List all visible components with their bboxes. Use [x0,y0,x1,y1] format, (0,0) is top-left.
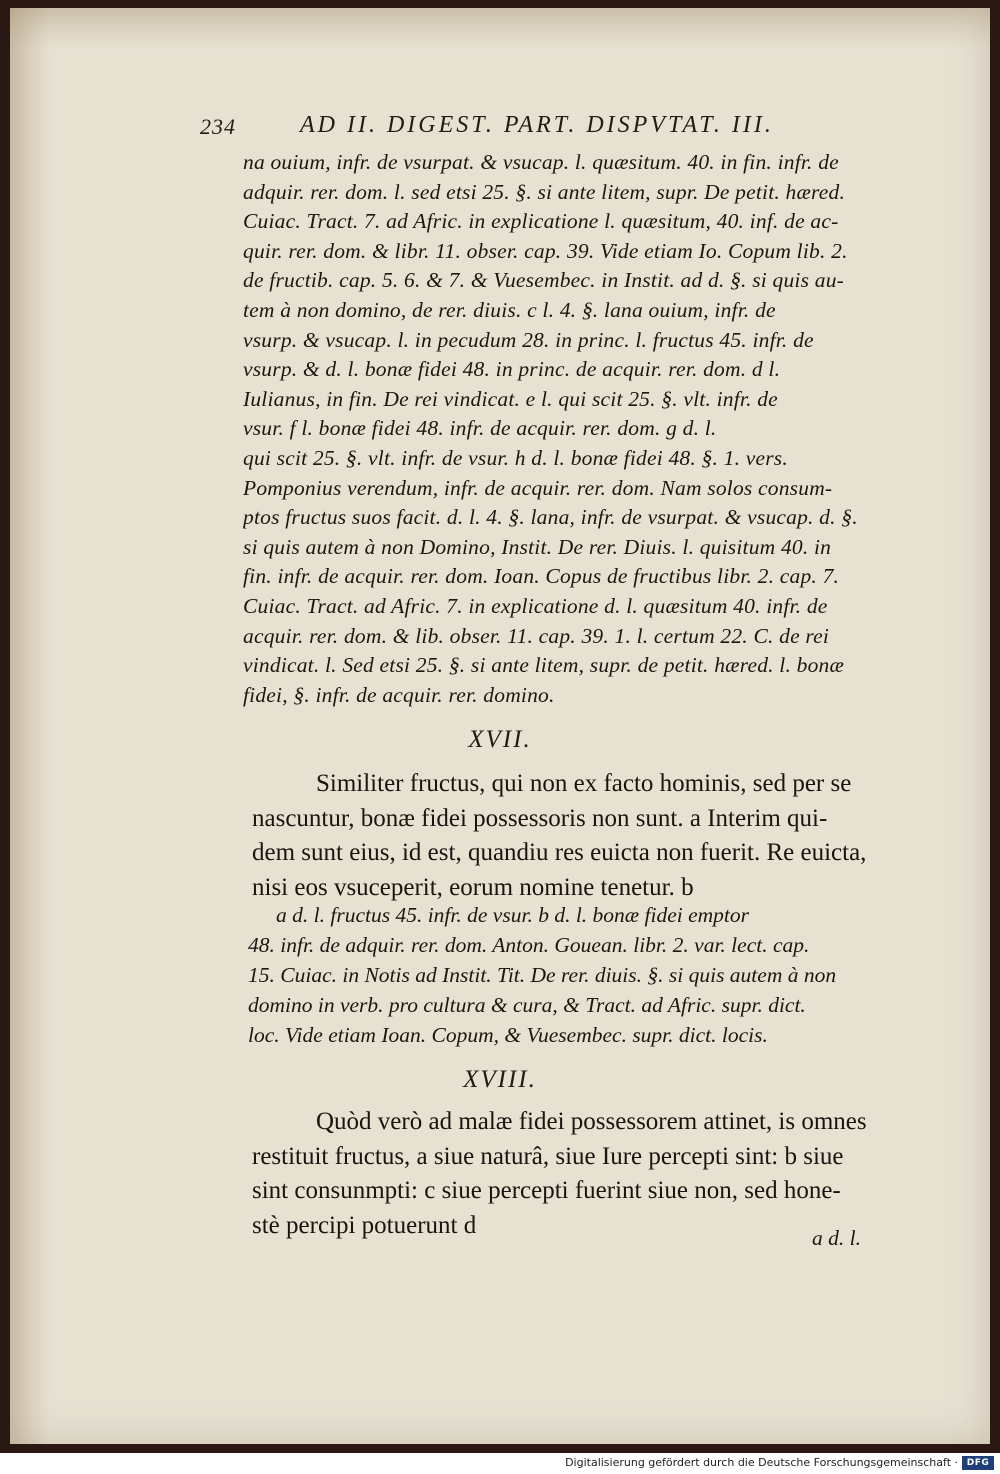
note-line: vindicat. l. Sed etsi 25. §. si ante litem, supr. de petit. hæred. l. bonæ [243,653,845,678]
note-line: Cuiac. Tract. 7. ad Afric. in explicatione l. quæsitum, 40. inf. de ac- [243,209,839,234]
note-line: loc. Vide etiam Ioan. Copum, & Vuesembec. supr. dict. locis. [248,1023,768,1047]
note-line: Cuiac. Tract. ad Afric. 7. in explicatione d. l. quæsitum 40. infr. de [243,593,828,618]
dfg-logo: DFG [962,1456,994,1470]
note-line: a d. l. fructus 45. infr. de vsur. b d. l. bonæ fidei emptor [276,903,749,927]
footer-credit: Digitalisierung gefördert durch die Deutsche Forschungsgemeinschaft · [565,1456,958,1469]
note-line: vsur. f l. bonæ fidei 48. infr. de acquir. rer. dom. g d. l. [243,416,717,441]
note-line: acquir. rer. dom. & lib. obser. 11. cap. 39. 1. l. certum 22. C. de rei [243,623,830,648]
note-line: tem à non domino, de rer. diuis. c l. 4. §. lana ouium, infr. de [243,297,776,322]
running-title: AD II. DIGEST. PART. DISPVTAT. III. [300,112,774,138]
note-line: 48. infr. de adquir. rer. dom. Anton. Gouean. libr. 2. var. lect. cap. [248,933,810,957]
note-line: fidei, §. infr. de acquir. rer. domino. [243,682,555,707]
section-heading-17: XVII. [468,726,532,753]
note-line: Pomponius verendum, infr. de acquir. rer. dom. Nam solos consum- [243,475,833,500]
note-line: qui scit 25. §. vlt. infr. de vsur. h d. l. bonæ fidei 48. §. 1. vers. [243,445,788,470]
body-line: restituit fructus, a siue naturâ, siue Iure percepti sint: b siue [252,1142,844,1170]
note-line: adquir. rer. dom. l. sed etsi 25. §. si ante litem, supr. De petit. hæred. [243,179,846,204]
body-line: dem sunt eius, id est, quandiu res euicta non fuerit. Re euicta, [252,839,867,866]
body-line: stè percipi potuerunt d [252,1211,477,1239]
page-number: 234 [200,114,236,139]
section-18-text [252,1105,932,1243]
note-line: ptos fructus suos facit. d. l. 4. §. lana, infr. de vsurpat. & vsucap. d. §. [243,505,858,530]
page-header [200,112,840,146]
note-line: quir. rer. dom. & libr. 11. obser. cap. 39. Vide etiam Io. Copum lib. 2. [243,238,848,263]
note-line: si quis autem à non Domino, Instit. De rer. Diuis. l. quisitum 40. in [243,534,832,559]
note-line: na ouium, infr. de vsurpat. & vsucap. l. quæsitum. 40. in fin. infr. de [243,150,839,174]
body-line: nascuntur, bonæ fidei possessoris non sunt. a Interim qui- [252,804,828,832]
note-line: fin. infr. de acquir. rer. dom. Ioan. Copus de fructibus libr. 2. cap. 7. [243,564,840,589]
note-line: Iulianus, in fin. De rei vindicat. e l. qui scit 25. §. vlt. infr. de [243,386,778,411]
note-line: 15. Cuiac. in Notis ad Instit. Tit. De rer. diuis. §. si quis autem à non [248,963,837,987]
footnotes-block-2 [248,900,888,1050]
body-line: sint consunmpti: c siue percepti fuerint siue non, sed hone- [252,1177,841,1204]
catchword-note: a d. l. [812,1226,861,1250]
section-heading-18: XVIII. [463,1066,537,1093]
body-line: Similiter fructus, qui non ex facto hominis, sed per se [316,770,852,797]
note-line: vsurp. & d. l. bonæ fidei 48. in princ. de acquir. rer. dom. d l. [243,357,781,382]
body-line: nisi eos vsuceperit, eorum nomine tenetur. b [252,873,694,901]
page-edge-shadow-top [10,8,990,48]
note-line: de fructib. cap. 5. 6. & 7. & Vuesembec. in Instit. ad d. §. si quis au- [243,268,844,293]
section-17-text [252,767,932,905]
body-line: Quòd verò ad malæ fidei possessorem attinet, is omnes [316,1108,867,1135]
digitization-footer [0,1453,1000,1474]
note-line: vsurp. & vsucap. l. in pecudum 28. in princ. l. fructus 45. infr. de [243,327,814,352]
note-line: domino in verb. pro cultura & cura, & Tract. ad Afric. supr. dict. [248,993,806,1017]
footnotes-block-1 [243,148,883,710]
